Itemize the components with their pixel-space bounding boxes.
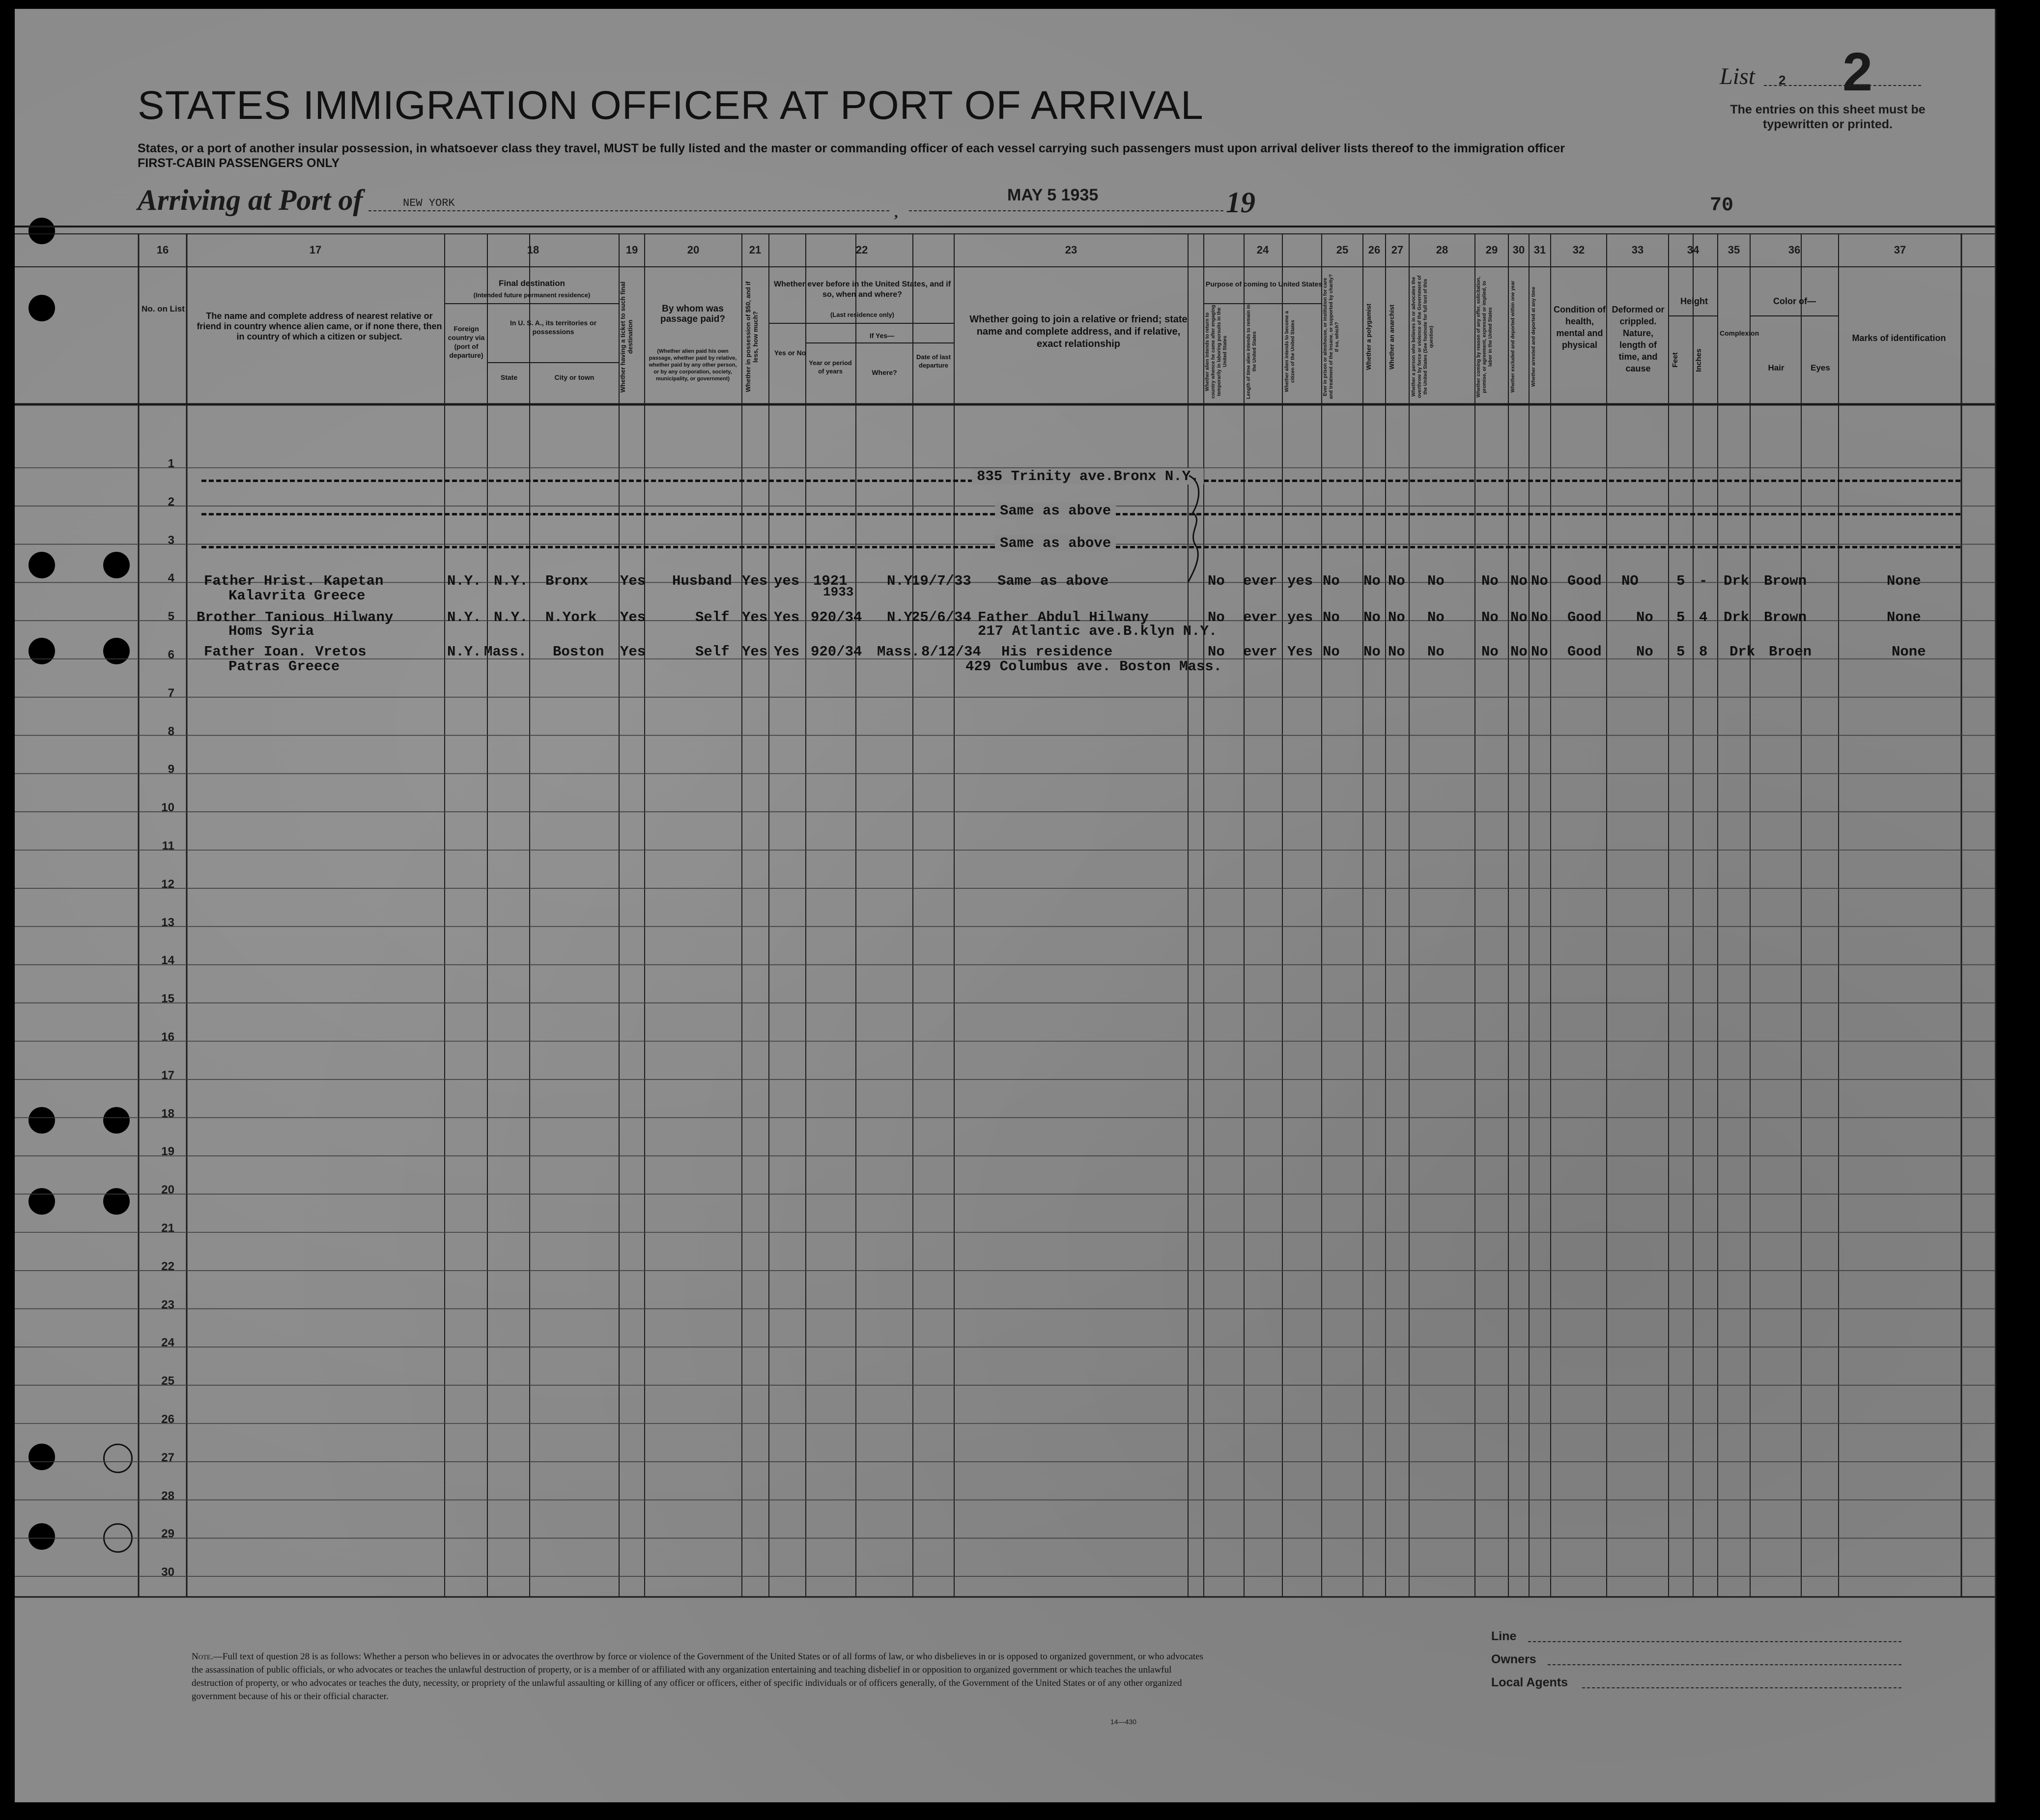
header-citizen-intent: Whether alien intends to become a citizen of the United States (1284, 311, 1296, 393)
row6-length: ever (1243, 644, 1277, 660)
row-number: 29 (161, 1527, 174, 1541)
row5-prison: No (1323, 609, 1340, 626)
column-number: 27 (1391, 244, 1404, 256)
row4-departure: 19/7/33 (911, 573, 971, 589)
row4-return: No (1208, 573, 1225, 589)
row-number: 23 (161, 1298, 174, 1311)
row6-citizen: Yes (1287, 644, 1313, 660)
line-label: Line (1491, 1629, 1517, 1643)
column-number: 26 (1368, 244, 1381, 256)
header-ever-before: Whether ever before in the United States, and if so, when and where? (773, 280, 951, 299)
column-number: 30 (1512, 244, 1525, 256)
row6-join: His residence (1001, 644, 1113, 660)
header-color-of: Color of— (1773, 296, 1816, 306)
row4-q31: No (1531, 573, 1548, 589)
column-number: 19 (625, 244, 638, 256)
row6-years: 920/34 (811, 644, 862, 660)
column-number: 35 (1728, 244, 1740, 256)
row5-anarchist: No (1388, 609, 1405, 626)
header-final-destination: Final destination (498, 279, 566, 288)
row5-q30: No (1510, 609, 1528, 626)
row2-address: Same as above (995, 503, 1116, 519)
row-number: 11 (162, 839, 174, 853)
row4-health: Good (1567, 573, 1602, 589)
row6-money: Yes (742, 644, 768, 660)
header-where: Where? (872, 369, 897, 376)
brace-mark (1184, 473, 1214, 586)
row4-relative-place: Kalavrita Greece (228, 588, 366, 604)
row5-polygamist: No (1363, 609, 1381, 626)
port-value: NEW YORK (403, 197, 455, 209)
row4-years2: 1933 (823, 585, 854, 599)
owners-label: Owners (1491, 1652, 1536, 1666)
row-number: 22 (161, 1259, 174, 1273)
row5-city: N.York (545, 609, 597, 626)
row5-complexion: Drk (1724, 609, 1750, 626)
row5-hair: Brown (1764, 609, 1807, 626)
row4-deformed: NO (1621, 573, 1639, 589)
row4-join: Same as above (997, 573, 1109, 589)
row-number: 9 (168, 763, 174, 776)
row4-q29: No (1481, 573, 1499, 589)
column-number: 33 (1631, 244, 1644, 256)
table-grid (15, 9, 1995, 1802)
column-number: 18 (527, 244, 539, 256)
row5-health: Good (1567, 609, 1602, 626)
year-number: 70 (1710, 195, 1734, 217)
row-number: 21 (161, 1222, 174, 1235)
row5-q28: No (1427, 609, 1445, 626)
header-relative-address: The name and complete address of nearest relative or friend in country whence alien came, or if none there, then in country of which a citizen or subject. (197, 311, 442, 341)
row5-paid-by: Self (695, 609, 730, 626)
arriving-label: Arriving at Port of (138, 184, 363, 216)
row6-hair: Broen (1769, 644, 1812, 660)
row-number: 7 (168, 686, 174, 700)
header-last-departure: Date of last departure (916, 353, 951, 369)
header-complexion: Complexion (1720, 329, 1759, 337)
column-number: 37 (1894, 244, 1906, 256)
row5-foreign: N.Y. (447, 609, 482, 626)
row5-inches: 4 (1699, 609, 1708, 626)
row-number: 27 (161, 1450, 174, 1464)
column-number: 20 (687, 244, 700, 256)
entries-note: The entries on this sheet must be typewritten or printed. (1730, 103, 1926, 131)
list-number: 2 (1842, 42, 1873, 102)
row4-complexion: Drk (1724, 573, 1750, 589)
header-if-yes: If Yes— (869, 332, 895, 340)
date-stamp: MAY 5 1935 (1007, 186, 1099, 204)
row5-where: N.Y. (887, 609, 921, 626)
column-number: 21 (749, 244, 762, 256)
row5-relative: Brother Tanious Hilwany (197, 609, 394, 626)
header-purpose: Purpose of coming to United States (1205, 280, 1323, 288)
header-state: State (500, 373, 518, 381)
row4-relative: Father Hrist. Kapetan (204, 573, 384, 589)
row-number: 13 (161, 915, 174, 929)
header-feet: Feet (1671, 352, 1679, 368)
header-by-whom-note: (Whether alien paid his own passage, whether paid by relative, whether paid by any other person, or by any corporation, society, municipality, or government) (649, 348, 737, 382)
row4-q28: No (1427, 573, 1445, 589)
row4-state: N.Y. (494, 573, 528, 589)
header-no-on-list: No. on List (142, 304, 185, 313)
header-city: City or town (554, 373, 595, 381)
list-small-number: 2 (1779, 73, 1786, 87)
row4-q30: No (1510, 573, 1528, 589)
row-number: 24 (161, 1336, 174, 1350)
row6-marks: None (1892, 644, 1926, 660)
column-number: 29 (1485, 244, 1498, 256)
row-number: 10 (161, 801, 174, 815)
row5-q29: No (1481, 609, 1499, 626)
row-number: 14 (161, 954, 174, 967)
header-excluded: Whether excluded and deported within one year (1510, 281, 1516, 393)
column-number: 31 (1533, 244, 1546, 256)
row5-length: ever (1243, 609, 1277, 626)
row5-marks: None (1887, 609, 1921, 626)
row-number: 30 (161, 1565, 174, 1579)
row4-citizen: yes (1287, 573, 1313, 589)
column-number: 34 (1687, 244, 1700, 256)
line-fill (1528, 1641, 1901, 1642)
row4-before: yes (774, 573, 800, 589)
row6-ticket: Yes (620, 644, 646, 660)
row-number: 3 (168, 533, 174, 547)
row6-anarchist: No (1388, 644, 1405, 660)
row-number: 8 (168, 724, 174, 738)
row-number: 20 (161, 1183, 174, 1197)
owners-fill (1548, 1664, 1901, 1665)
row5-ticket: Yes (620, 609, 646, 626)
footnote-text: —Full text of question 28 is as follows: Whether a person who believes in or advocates the overthrow by force or violence of the Government of the United States or of all forms of law, or who disbelieves in or is opposed to organized government, or who advocates the assassination of public officials, or who advocates or teaches the unlawful destruction of property, or is a member of or affiliated with any organization entertaining and teaching disbelief in or opposition to organized government or which teaches the unlawful destruction of property, or who advocates or teaches the duty, necessity, or propriety of the unlawful assaulting or killing of any officer or officers, either of specific individuals or of officers generally, of the Government of the United States or of any other organized government because of his or their official character. (192, 1651, 1204, 1702)
row3-address: Same as above (995, 535, 1116, 551)
row4-foreign: N.Y. (447, 573, 482, 589)
row5-relative-place: Homs Syria (228, 623, 314, 639)
row4-where: N.Y. (887, 573, 921, 589)
header-join-relative: Whether going to join a relative or friend; state name and complete address, and if relative, exact relationship (969, 314, 1188, 349)
row1-address: 835 Trinity ave.Bronx N.Y. (972, 468, 1204, 484)
row-number: 16 (161, 1030, 174, 1044)
header-anarchist: Whether an anarchist (1388, 304, 1395, 370)
row5-years: 920/34 (811, 609, 862, 626)
row4-money: Yes (742, 573, 768, 589)
header-ticket: Whether having a ticket to such final destination (619, 281, 634, 393)
row-number: 12 (161, 877, 174, 891)
row6-foreign: N.Y. (447, 644, 482, 660)
row6-prison: No (1323, 644, 1340, 660)
row-number: 6 (168, 648, 174, 661)
page-title: STATES IMMIGRATION OFFICER AT PORT OF ARRIVAL (138, 83, 1204, 128)
row4-years: 1921 (813, 573, 848, 589)
subtitle-instructions: States, or a port of another insular possession, in whatsoever class they travel, MUST be fully listed and the master or commanding officer of each vessel carrying such passengers must upon arrival deliver lists thereof to the immigration officer (138, 142, 1565, 155)
header-hair: Hair (1768, 363, 1785, 372)
header-health: Condition of health, mental and physical (1554, 305, 1606, 350)
row5-feet: 5 (1676, 609, 1685, 626)
row4-feet: 5 (1676, 573, 1685, 589)
header-eyes: Eyes (1811, 363, 1830, 372)
header-prison: Ever in prison or almshouse, or institution for care and treatment of the insane, or supported by charity? If so, which? (1323, 274, 1340, 399)
row6-q28: No (1427, 644, 1445, 660)
row-number: 26 (161, 1413, 174, 1426)
row4-anarchist: No (1388, 573, 1405, 589)
row6-departure: 8/12/34 (921, 644, 981, 660)
row6-return: No (1208, 644, 1225, 660)
header-year-period: Year or period of years (809, 359, 852, 375)
row5-q31: No (1531, 609, 1548, 626)
row4-length: ever (1243, 573, 1277, 589)
row-number: 2 (168, 495, 174, 509)
row6-complexion: Drk (1729, 644, 1756, 660)
header-height: Height (1680, 296, 1708, 306)
row4-marks: None (1887, 573, 1921, 589)
year-prefix: 19 (1226, 186, 1255, 219)
list-label: List (1720, 63, 1756, 89)
row5-money: Yes (742, 609, 768, 626)
column-number: 32 (1572, 244, 1585, 256)
row-number: 4 (168, 571, 174, 585)
column-number: 22 (855, 244, 868, 256)
header-labor-offer: Whether coming by reason of any offer, solicitation, promise, or agreement, expressed or implied, to labor in the United States (1476, 276, 1493, 398)
row5-state: N.Y. (494, 609, 528, 626)
header-arrested: Whether arrested and deported at any time (1531, 286, 1536, 387)
row5-join: Father Abdul Hilwany (978, 609, 1149, 626)
row5-join2: 217 Atlantic ave.B.klyn N.Y. (978, 623, 1218, 639)
row6-polygamist: No (1363, 644, 1381, 660)
row4-city: Bronx (545, 573, 589, 589)
column-number: 24 (1256, 244, 1269, 256)
header-fifty-dollars: Whether in possession of $50, and if less, how much? (744, 281, 759, 393)
footnote-question-28 (192, 1650, 1214, 1703)
header-deformed: Deformed or crippled. Nature, length of time, and cause (1612, 305, 1665, 373)
header-question-28: Whether a person who believes in or advocates the overthrow by force or violence of the Government of the United States (See footnote for full text of this question) (1411, 275, 1434, 398)
row-number: 19 (161, 1145, 174, 1159)
header-polygamist: Whether a polygamist (1365, 303, 1372, 370)
header-length-of-stay: Length of time alien intends to remain in the United States (1246, 304, 1257, 399)
comma: , (894, 204, 898, 221)
row-number: 15 (161, 992, 174, 1006)
row5-before: Yes (774, 609, 800, 626)
row6-paid-by: Self (695, 644, 730, 660)
header-yes-no: Yes or No (774, 349, 806, 357)
row-number: 28 (161, 1489, 174, 1503)
column-number: 28 (1436, 244, 1448, 256)
column-number: 17 (309, 244, 322, 256)
column-number: 16 (156, 244, 169, 256)
row-number: 1 (168, 457, 174, 470)
row4-prison: No (1323, 573, 1340, 589)
agents-fill (1582, 1687, 1901, 1688)
header-final-destination-note: (Intended future permanent residence) (473, 291, 591, 299)
row5-deformed: No (1636, 609, 1653, 626)
row-number: 17 (161, 1068, 174, 1082)
form-number: 14—430 (1110, 1718, 1136, 1726)
row6-deformed: No (1636, 644, 1653, 660)
row4-inches: - (1699, 573, 1708, 589)
row6-inches: 8 (1699, 644, 1708, 660)
row6-relative: Father Ioan. Vretos (204, 644, 367, 660)
local-agents-label: Local Agents (1491, 1676, 1568, 1689)
header-last-residence: (Last residence only) (830, 311, 895, 318)
header-inches: Inches (1695, 348, 1703, 372)
row6-q29: No (1481, 644, 1499, 660)
subtitle-class: FIRST-CABIN PASSENGERS ONLY (138, 156, 340, 170)
row5-departure: 25/6/34 (911, 609, 971, 626)
header-in-usa: In U. S. A., its territories or possessions (510, 319, 597, 336)
row4-paid-by: Husband (672, 573, 732, 589)
row6-q30: No (1510, 644, 1528, 660)
header-marks: Marks of identification (1852, 333, 1946, 343)
row6-feet: 5 (1676, 644, 1685, 660)
row4-hair: Brown (1764, 573, 1807, 589)
row6-health: Good (1567, 644, 1602, 660)
row-number: 18 (161, 1107, 174, 1120)
column-number: 25 (1336, 244, 1349, 256)
row6-join2: 429 Columbus ave. Boston Mass. (965, 658, 1222, 675)
column-number: 36 (1788, 244, 1801, 256)
row4-polygamist: No (1363, 573, 1381, 589)
header-return-intent: Whether alien intends to return to country whence he came after engaging temporarily in laboring pursuits in the United States (1205, 305, 1228, 398)
manifest-sheet (15, 9, 1996, 1802)
row6-city: Boston (553, 644, 604, 660)
row6-state: Mass. (484, 644, 527, 660)
row5-citizen: yes (1287, 609, 1313, 626)
row6-q31: No (1531, 644, 1548, 660)
header-foreign-country: Foreign country via (port of departure) (448, 325, 485, 359)
footnote-label: Note. (192, 1651, 213, 1662)
row-number: 5 (168, 610, 174, 624)
row6-before: Yes (774, 644, 800, 660)
column-number: 23 (1065, 244, 1077, 256)
row5-return: No (1208, 609, 1225, 626)
row4-ticket: Yes (620, 573, 646, 589)
row6-where: Mass. (877, 644, 920, 660)
row-number: 25 (161, 1374, 174, 1388)
header-by-whom: By whom was passage paid? (660, 304, 725, 324)
row6-relative-place: Patras Greece (228, 658, 340, 675)
